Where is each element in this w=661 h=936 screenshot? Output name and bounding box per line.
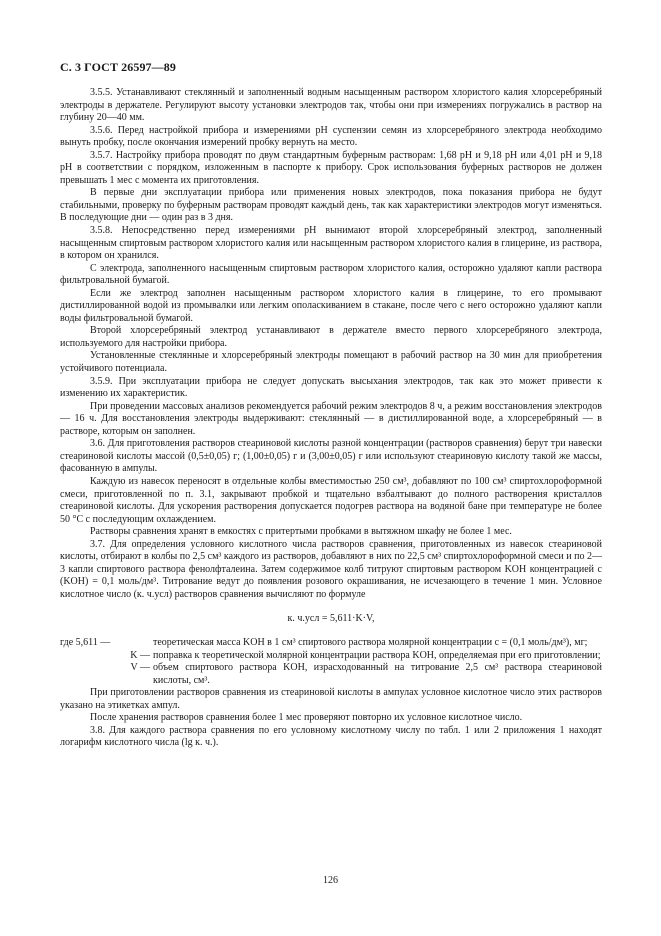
legend-row — [60, 662, 602, 687]
formula-legend — [60, 637, 602, 687]
paragraph-storage: Растворы сравнения хранят в емкостях с притертыми пробками в вытяжном шкафу не более 1 мес. — [90, 526, 512, 538]
paragraph-3-5-9: 3.5.9. При эксплуатации прибора не следует допускать высыхания электродов, так как это может привести к изменению их характеристик. — [60, 375, 602, 400]
page-header: С. 3 ГОСТ 26597—89 — [60, 60, 176, 74]
legend-row — [60, 637, 602, 650]
paragraph-3-7: 3.7. Для определения условного кислотного числа растворов сравнения, приготовленных из навесок стеариновой кислоты, отбирают в колбы по 2,5 см³ каждого из растворов, добавляют в них по 22,5 см³ спиртохлороформной смеси и по 2—3 капли спиртового раствора фенолфталеина. Затем содержимое колб титруют спиртовым раствором KOH концентрацией c (KOH) = 0,1 моль/дм³. Титрование ведут до появления розового окрашивания, не исчезающего в течение 1 мин. Условное кислотное число (к. ч.усл) растворов сравнения вычисляют по формуле — [60, 538, 602, 600]
legend-text: объем спиртового раствора KOH, израсходованный на титрование 2,5 см³ раствора стеариновой кислоты, см³. — [153, 662, 602, 686]
legend-key: K — — [130, 649, 150, 661]
paragraph-second-electrode: Второй хлорсеребряный электрод устанавливают в держателе вместо первого хлорсеребряного электрода, используемого для настройки прибора. — [60, 325, 602, 349]
paragraph-3-5-7: 3.5.7. Настройку прибора проводят по двум стандартным буферным растворам: 1,68 pH и 9,18 pH или 4,01 pH и 9,18 pH в соответствии с порядком, изложенным в паспорте к прибору. Срок использования буферных растворов не должен превышать 1 мес с момента их приготовления. — [60, 149, 603, 186]
paragraph-ampoules: При приготовлении растворов сравнения из стеариновой кислоты в ампулах условное кислотное число этих растворов указано на этикетках ампул. — [60, 687, 602, 711]
legend-text: теоретическая масса KOH в 1 см³ спиртового раствора молярной концентрации c = (0,1 моль/дм³), мг; — [153, 636, 588, 648]
formula: к. ч.усл = 5,611·K·V, — [287, 613, 375, 625]
legend-row — [60, 650, 602, 663]
paragraph-electrode-alcohol: С электрода, заполненного насыщенным спиртовым раствором хлористого калия, осторожно удаляют капли раствора фильтровальной бумагой. — [60, 262, 602, 287]
paragraph-each-sample: Каждую из навесок переносят в отдельные колбы вместимостью 250 см³, добавляют по 100 см³ спиртохлороформной смеси, приготовленной по п. 3.1, закрывают пробкой и тщательно взбалтывают до полного растворения кристаллов стеариновой кислоты. Для ускорения растворения допускается подогрев раствора на водяной бане при температуре не более 50 °С с последующим охлаждением. — [60, 475, 602, 525]
paragraph-3-8: 3.8. Для каждого раствора сравнения по его условному кислотному числу по табл. 1 или 2 приложения 1 находят логарифм кислотного числа (lg к. ч.). — [60, 724, 602, 749]
document-body — [60, 87, 602, 750]
paragraph-3-5-6: 3.5.6. Перед настройкой прибора и измерениями pH суспензии семян из хлорсеребряного электрода необходимо вынуть пробку, после окончания измерений пробку вернуть на место. — [60, 124, 602, 149]
paragraph-3-6: 3.6. Для приготовления растворов стеариновой кислоты разной концентрации (растворов сравнения) берут три навески стеариновой кислоты массой (0,5±0,05) г; (1,00±0,05) г и (3,00±0,05) г или используют стеариновую кислоту такой же массы, фасованную в ампулы. — [60, 438, 602, 475]
paragraph-first-days: В первые дни эксплуатации прибора или применения новых электродов, пока показания прибора не будут стабильными, проверку по буферным растворам проводят каждый день, так как характеристики электродов могут изменяться. В последующие дни — один раз в 3 дня. — [60, 187, 602, 224]
paragraph-installed-electrodes: Установленные стеклянные и хлорсеребряный электроды помещают в рабочий раствор на 30 мин для приобретения устойчивого потенциала. — [60, 350, 602, 375]
paragraph-electrode-glycerin: Если же электрод заполнен насыщенным раствором хлористого калия в глицерине, то его промывают дистиллированной водой из промывалки или легким ополаскиванием в стакане, после чего с него осторожно удаляют капли воды фильтровальной бумагой. — [60, 287, 602, 324]
legend-key: где 5,611 — — [60, 636, 111, 648]
legend-key: V — — [130, 662, 150, 674]
paragraph-3-5-8: 3.5.8. Непосредственно перед измерениями pH вынимают второй хлорсеребряный электрод, заполненный насыщенным спиртовым раствором хлористого калия или насыщенным раствором хлористого калия в глицерине, из раствора, в котором он хранился. — [60, 225, 602, 262]
page-number: 126 — [323, 875, 338, 886]
paragraph-3-5-5: 3.5.5. Устанавливают стеклянный и заполненный водным насыщенным раствором хлористого калия хлорсеребряный электроды в держателе. Регулируют высоту установки электродов так, чтобы они при измерениях погружались в раствор на глубину 20—40 мм. — [60, 87, 602, 124]
legend-text: поправка к теоретической молярной концентрации раствора KOH, определяемая при его приготовлении; — [153, 649, 601, 661]
paragraph-mass-analysis: При проведении массовых анализов рекомендуется рабочий режим электродов 8 ч, а режим восстановления электродов — 16 ч. Для восстановления электроды выдерживают: стеклянный — в дистиллированной воде, а хлорсеребряный — в растворе, которым он заполнен. — [60, 400, 602, 437]
paragraph-recheck: После хранения растворов сравнения более 1 мес проверяют повторно их условное кислотное число. — [90, 712, 523, 724]
